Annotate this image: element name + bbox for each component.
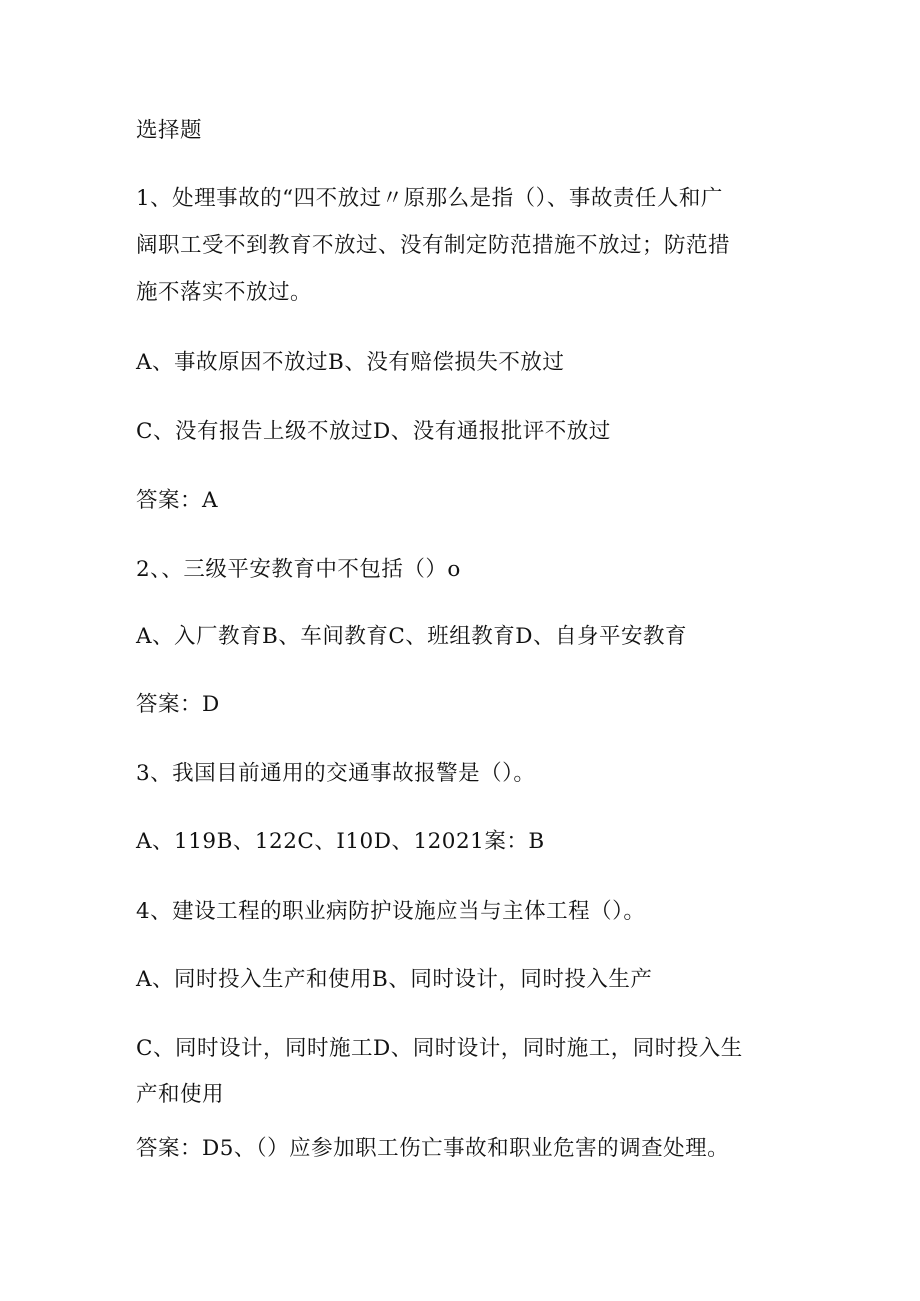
question-2-options: A、入厂教育B、车间教育C、班组教育D、自身平安教育 (136, 624, 688, 649)
question-4-options-cd-line-1: C、同时设计，同时施工D、同时设计，同时施工，同时投入生 (136, 1036, 743, 1061)
question-1-line-3: 施不落实不放过。 (136, 280, 313, 305)
question-3-options-answer: A、119B、122C、I10D、12021案：B (136, 829, 545, 854)
question-4: 4、建设工程的职业病防护设施应当与主体工程（）。 (136, 899, 646, 924)
question-4-options-cd-line-2: 产和使用 (136, 1082, 225, 1107)
question-3: 3、我国目前通用的交通事故报警是（）。 (136, 761, 536, 786)
section-heading: 选择题 (136, 118, 203, 143)
question-1-line-1: 1、处理事故的“四不放过〃原那么是指（）、事故责任人和广 (136, 186, 723, 211)
question-1-options-cd: C、没有报告上级不放过D、没有通报批评不放过 (136, 419, 611, 444)
question-2-answer: 答案：D (136, 692, 220, 717)
question-1-answer: 答案：A (136, 488, 219, 513)
question-1-line-2: 阔职工受不到教育不放过、没有制定防范措施不放过；防范措 (136, 233, 731, 258)
question-4-options-ab: A、同时投入生产和使用B、同时设计，同时投入生产 (136, 967, 653, 992)
question-2: 2、、三级平安教育中不包括（）o (136, 557, 461, 582)
question-4-answer-question-5: 答案：D5、（）应参加职工伤亡事故和职业危害的调查处理。 (136, 1136, 730, 1161)
question-1-options-ab: A、事故原因不放过B、没有赔偿损失不放过 (136, 350, 565, 375)
